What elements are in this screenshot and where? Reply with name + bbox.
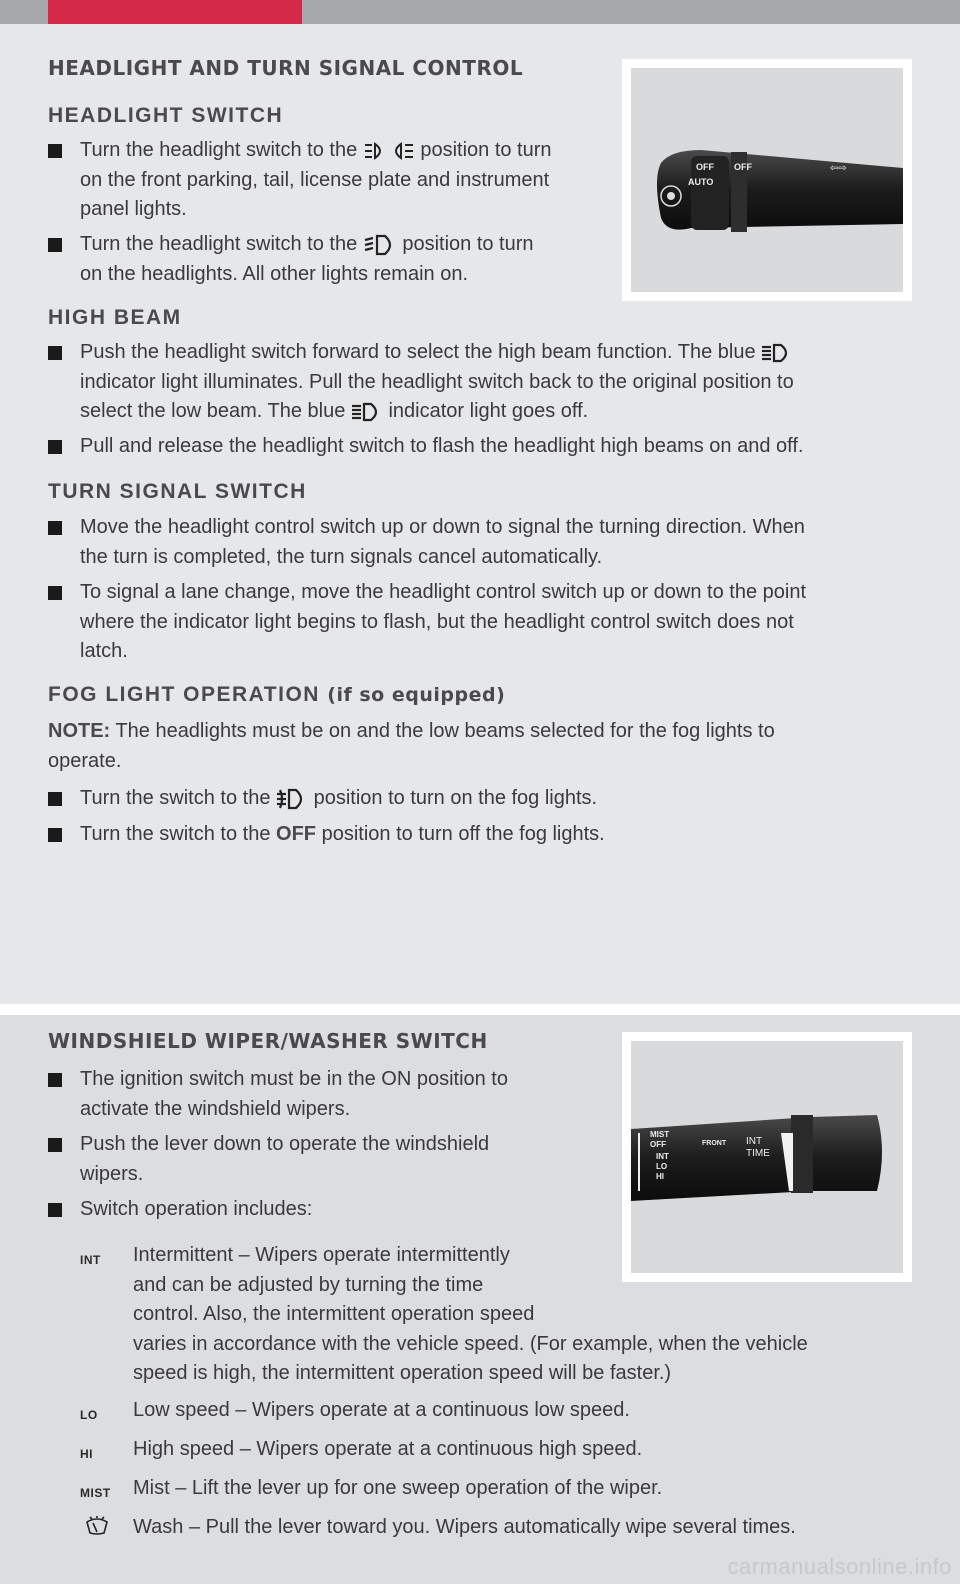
mode-desc-mist: Mist – Lift the lever up for one sweep operation of the wiper. — [133, 1477, 663, 1499]
bullet-ignition-on — [48, 1065, 588, 1124]
bullet-lane-change — [48, 578, 918, 667]
text: Intermittent – Wipers operate intermittently — [133, 1244, 510, 1266]
text: Turn the switch to the — [80, 787, 271, 809]
label-off: OFF — [696, 162, 714, 172]
text: indicator light illuminates. Pull the headlight switch back to the original position to — [80, 370, 794, 393]
top-bar-accent — [48, 0, 302, 24]
text: Turn the headlight switch to the — [80, 139, 358, 161]
text: Push the headlight switch forward to select the high beam function. The blue — [80, 341, 756, 363]
bullet-push-lever — [48, 1130, 588, 1189]
text: The headlights must be on and the low beams selected for the fog lights to — [115, 720, 775, 742]
high-beam-icon — [351, 402, 383, 422]
mode-desc-int — [133, 1241, 933, 1389]
bullet-headlights-on — [48, 230, 608, 289]
mode-desc-lo: Low speed – Wipers operate at a continuous low speed. — [133, 1399, 630, 1421]
mode-label-mist: MIST — [80, 1486, 111, 1500]
text: position to turn off the fog lights. — [321, 823, 605, 845]
text: Turn the switch to the — [80, 823, 271, 845]
note-label: NOTE: — [48, 720, 111, 742]
text: activate the windshield wipers. — [80, 1097, 351, 1120]
text: varies in accordance with the vehicle speed. (For example, when the vehicle — [133, 1332, 808, 1355]
bullet-parking-lights — [48, 136, 608, 225]
headlight-switch-photo — [622, 59, 912, 301]
washer-icon — [84, 1516, 110, 1538]
bullet-square — [48, 1203, 62, 1217]
headlight-icon — [363, 234, 397, 256]
off-keyword: OFF — [276, 823, 317, 845]
label-int-time-1: INT — [746, 1136, 763, 1147]
bullet-square — [48, 586, 62, 600]
text: position to turn on the fog lights. — [313, 787, 598, 809]
fog-light-icon — [276, 788, 308, 810]
heading-high-beam: HIGH BEAM — [48, 306, 182, 329]
text: Turn the headlight switch to the — [80, 233, 358, 255]
high-beam-icon — [761, 343, 793, 363]
label-off: OFF — [650, 1140, 666, 1149]
bullet-high-beam — [48, 338, 898, 427]
bullet-square — [48, 144, 62, 158]
label-hi: HI — [656, 1172, 664, 1181]
top-bar — [0, 0, 960, 24]
text: wipers. — [80, 1162, 144, 1185]
bullet-square — [48, 1073, 62, 1087]
headlight-lever-illustration — [631, 68, 903, 292]
text: on the front parking, tail, license plate and instrument — [80, 168, 550, 191]
text: Pull and release the headlight switch to flash the headlight high beams on and off. — [80, 435, 804, 457]
text: the turn is completed, the turn signals cancel automatically. — [80, 545, 603, 568]
text: on the headlights. All other lights remain on. — [80, 262, 469, 285]
label-mist: MIST — [650, 1130, 670, 1139]
text: operate. — [48, 749, 122, 772]
fog-light-note — [48, 717, 908, 776]
bullet-switch-operation — [48, 1195, 588, 1225]
mode-desc-hi: High speed – Wipers operate at a continuous high speed. — [133, 1438, 643, 1460]
text: latch. — [80, 640, 128, 662]
mode-label-hi: HI — [80, 1447, 93, 1461]
label-lo: LO — [656, 1162, 668, 1171]
text: where the indicator light begins to flash, but the headlight control switch does not — [80, 610, 794, 633]
heading-turn-signal: TURN SIGNAL SWITCH — [48, 480, 307, 503]
text: Push the lever down to operate the windshield — [80, 1133, 490, 1155]
text: select the low beam. The blue — [80, 400, 346, 422]
heading-text: FOG LIGHT OPERATION — [48, 683, 320, 706]
text: position to turn — [402, 233, 534, 255]
section-title-headlight: HEADLIGHT AND TURN SIGNAL CONTROL — [48, 56, 524, 80]
label-front: FRONT — [702, 1140, 727, 1147]
bullet-square — [48, 828, 62, 842]
mode-label-lo: LO — [80, 1408, 98, 1422]
label-off-fog: OFF — [734, 162, 752, 172]
bullet-square — [48, 346, 62, 360]
bullet-fog-on — [48, 784, 908, 814]
label-int-time-2: TIME — [746, 1148, 770, 1159]
bullet-square — [48, 440, 62, 454]
mode-label-int: INT — [80, 1253, 101, 1267]
text: To signal a lane change, move the headlight control switch up or down to the point — [80, 581, 807, 603]
text: The ignition switch must be in the ON position to — [80, 1068, 508, 1090]
heading-fog-light — [48, 683, 505, 707]
text: Move the headlight control switch up or down to signal the turning direction. When — [80, 516, 805, 538]
text: panel lights. — [80, 198, 187, 220]
label-int: INT — [656, 1152, 669, 1161]
text: speed is high, the intermittent operation speed will be faster.) — [133, 1362, 672, 1384]
text: and can be adjusted by turning the time — [133, 1273, 484, 1296]
bullet-turn-signal — [48, 513, 918, 572]
heading-headlight-switch: HEADLIGHT SWITCH — [48, 104, 284, 127]
bullet-square — [48, 238, 62, 252]
turn-signal-arrows-icon: ⇦⇨ — [830, 163, 847, 174]
label-auto: AUTO — [688, 177, 714, 187]
text: indicator light goes off. — [388, 400, 589, 422]
parking-light-icon — [363, 141, 415, 161]
bullet-square — [48, 792, 62, 806]
heading-qualifier: (if so equipped) — [327, 684, 506, 706]
mode-desc-wash: Wash – Pull the lever toward you. Wipers automatically wipe several times. — [133, 1516, 796, 1538]
text: position to turn — [420, 139, 552, 161]
bullet-square — [48, 1138, 62, 1152]
text: Switch operation includes: — [80, 1198, 313, 1220]
bullet-fog-off — [48, 820, 908, 850]
bullet-square — [48, 521, 62, 535]
text: control. Also, the intermittent operation speed — [133, 1303, 535, 1325]
watermark: carmanualsonline.info — [727, 1554, 952, 1579]
section-title-wiper: WINDSHIELD WIPER/WASHER SWITCH — [48, 1029, 488, 1053]
bullet-flash-high-beams — [48, 432, 918, 462]
